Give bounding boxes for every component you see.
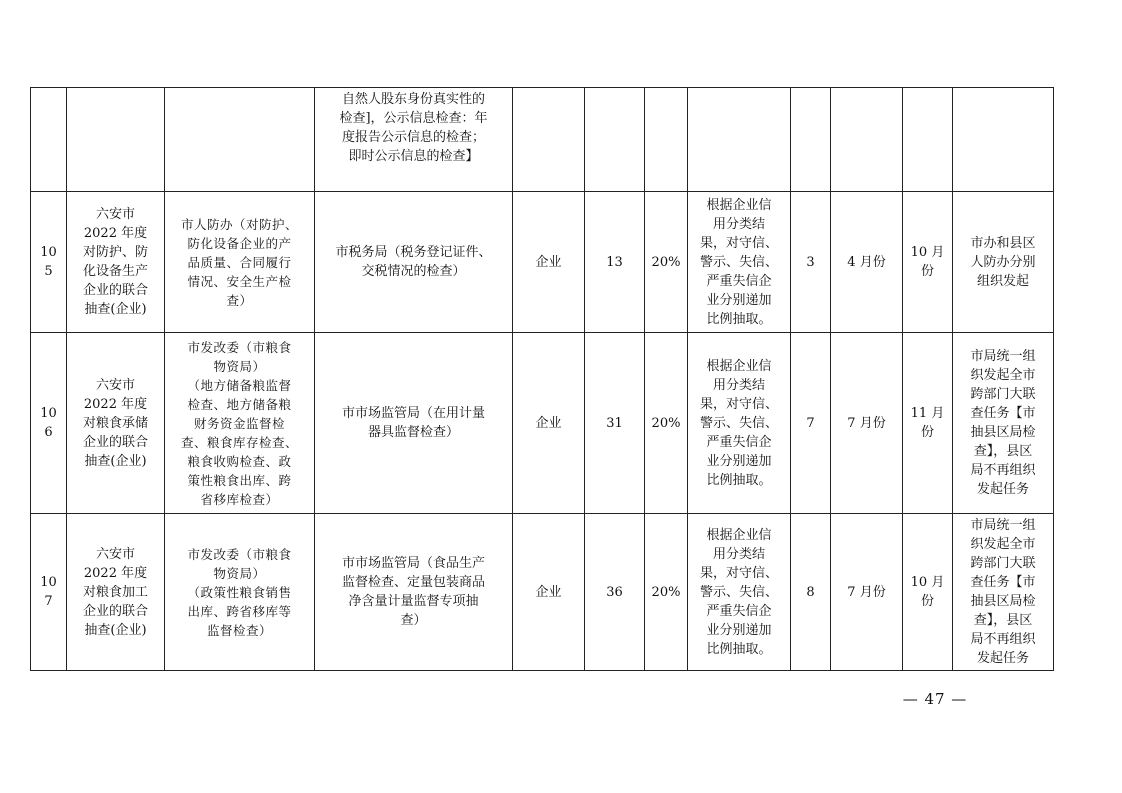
cell-note: 市局统一组 织发起全市 跨部门大联 查任务【市 抽县区局检 查】，县区 局不再组织 发起任务: [953, 514, 1054, 671]
table-row: [31, 192, 1054, 333]
cell-count: 36: [585, 514, 645, 671]
cell-end: [903, 88, 953, 192]
cell-end: 10 月 份: [903, 514, 953, 671]
cell-note: 市局统一组 织发起全市 跨部门大联 查任务【市 抽县区局检 查】，县区 局不再组织 发起任务: [953, 333, 1054, 514]
cell-initiator: [165, 88, 315, 192]
cell-subject: 企业: [513, 333, 585, 514]
cell-frequency: [791, 88, 831, 192]
cell-participant: 自然人股东身份真实性的 检查]，公示信息检查：年 度报告公示信息的检查； 即时公示信息的检查】: [315, 88, 513, 192]
cell-note: [953, 88, 1054, 192]
cell-subject: 企业: [513, 192, 585, 333]
cell-method: 根据企业信 用分类结 果，对守信、 警示、失信、 严重失信企 业分别递加 比例抽取。: [688, 192, 791, 333]
cell-id: 10 5: [31, 192, 67, 333]
cell-initiator: 市发改委（市粮食 物资局） （地方储备粮监督 检查、地方储备粮 财务资金监督检 查、粮食库存检查、 粮食收购检查、政 策性粮食出库、跨 省移库检查）: [165, 333, 315, 514]
cell-id: 10 7: [31, 514, 67, 671]
cell-start: 7 月份: [831, 514, 903, 671]
cell-participant: 市税务局（税务登记证件、 交税情况的检查）: [315, 192, 513, 333]
cell-task: 六安市 2022 年度 对粮食承储 企业的联合 抽查(企业): [67, 333, 165, 514]
cell-method: 根据企业信 用分类结 果，对守信、 警示、失信、 严重失信企 业分别递加 比例抽取。: [688, 514, 791, 671]
table-row: [31, 333, 1054, 514]
cell-start: 4 月份: [831, 192, 903, 333]
cell-count: [585, 88, 645, 192]
cell-end: 11 月 份: [903, 333, 953, 514]
cell-start: [831, 88, 903, 192]
cell-method: [688, 88, 791, 192]
cell-ratio: 20%: [645, 333, 688, 514]
cell-count: 13: [585, 192, 645, 333]
cell-task: 六安市 2022 年度 对粮食加工 企业的联合 抽查(企业): [67, 514, 165, 671]
cell-participant: 市市场监管局（食品生产 监督检查、定量包装商品 净含量计量监督专项抽 查）: [315, 514, 513, 671]
cell-end: 10 月 份: [903, 192, 953, 333]
cell-count: 31: [585, 333, 645, 514]
cell-task: [67, 88, 165, 192]
cell-participant: 市市场监管局（在用计量 器具监督检查）: [315, 333, 513, 514]
cell-frequency: 3: [791, 192, 831, 333]
page-number: — 47 —: [902, 690, 968, 708]
inspection-plan-table: [30, 87, 1054, 671]
cell-note: 市办和县区 人防办分别 组织发起: [953, 192, 1054, 333]
cell-start: 7 月份: [831, 333, 903, 514]
cell-ratio: 20%: [645, 192, 688, 333]
cell-ratio: [645, 88, 688, 192]
cell-method: 根据企业信 用分类结 果，对守信、 警示、失信、 严重失信企 业分别递加 比例抽取。: [688, 333, 791, 514]
cell-frequency: 8: [791, 514, 831, 671]
cell-task: 六安市 2022 年度 对防护、防 化设备生产 企业的联合 抽查(企业): [67, 192, 165, 333]
cell-ratio: 20%: [645, 514, 688, 671]
table-row: [31, 514, 1054, 671]
table-row: [31, 88, 1054, 192]
cell-id: 10 6: [31, 333, 67, 514]
cell-id: [31, 88, 67, 192]
cell-initiator: 市人防办（对防护、 防化设备企业的产 品质量、合同履行 情况、安全生产检 查）: [165, 192, 315, 333]
cell-frequency: 7: [791, 333, 831, 514]
cell-subject: 企业: [513, 514, 585, 671]
cell-initiator: 市发改委（市粮食 物资局） （政策性粮食销售 出库、跨省移库等 监督检查）: [165, 514, 315, 671]
cell-subject: [513, 88, 585, 192]
